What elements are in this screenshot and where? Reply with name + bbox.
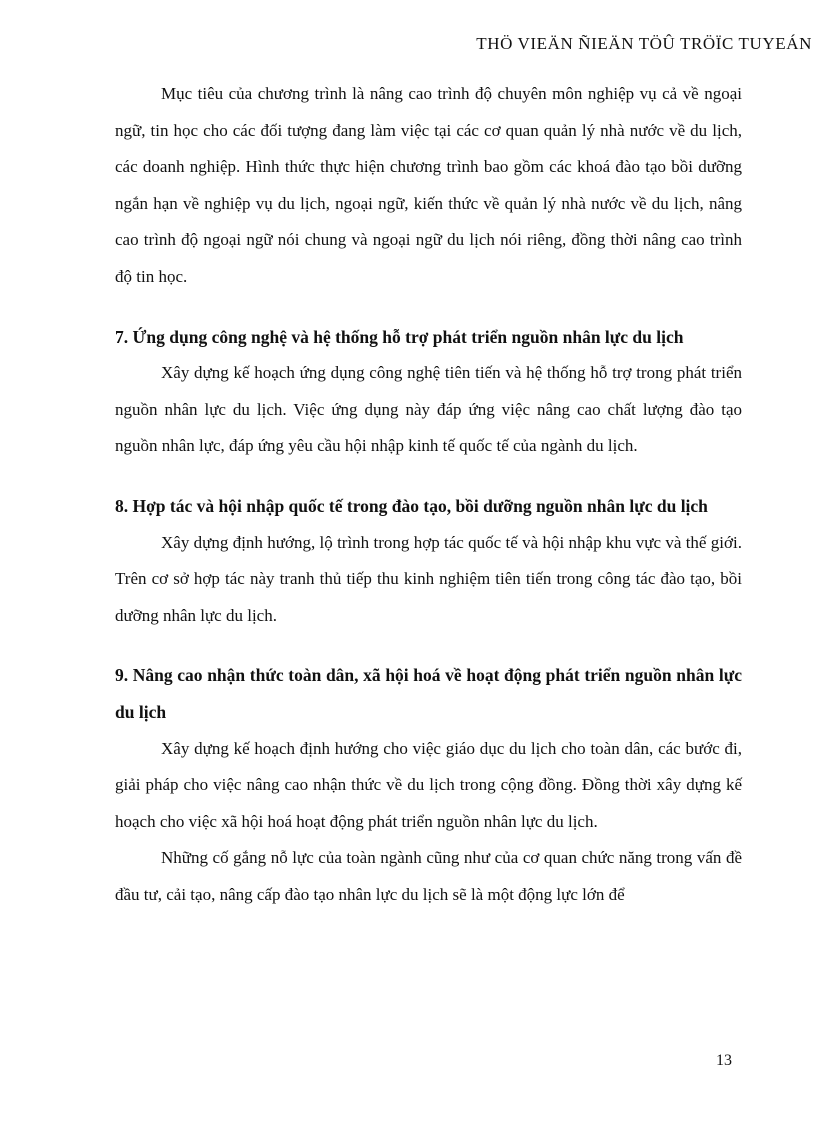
section-9-paragraph-1: Xây dựng kế hoạch định hướng cho việc giáo dục du lịch cho toàn dân, các bước đi, giải pháp cho việc nâng cao nhận thức về du lịch trong cộng đồng. Đồng thời xây dựng kế hoạch cho việc xã hội hoá hoạt động phát triển nguồn nhân lực du lịch. [115,738,742,831]
section-spacer [115,634,742,657]
section-9-heading: 9. Nâng cao nhận thức toàn dân, xã hội hoá về hoạt động phát triển nguồn nhân lực du lịch [115,665,742,722]
section-spacer [115,465,742,488]
section-9-paragraph-2: Những cố gắng nỗ lực của toàn ngành cũng như của cơ quan chức năng trong vấn đề đầu tư, cải tạo, nâng cấp đào tạo nhân lực du lịch sẽ là một động lực lớn để [115,848,742,904]
section-8-heading: 8. Hợp tác và hội nhập quốc tế trong đào tạo, bồi dưỡng nguồn nhân lực du lịch [115,495,708,516]
section-8-paragraph: Xây dựng định hướng, lộ trình trong hợp tác quốc tế và hội nhập khu vực và thế giới. Trên cơ sở hợp tác này tranh thủ tiếp thu kinh nghiệm tiên tiến trong công tác đào tạo, bồi dưỡng nhân lực du lịch. [115,532,742,625]
section-9 [115,657,742,913]
page-number: 13 [716,1052,732,1069]
section-spacer [115,296,742,319]
document-body [115,76,742,913]
section-8 [115,488,742,634]
page-header: THÖ VIEÄN ÑIEÄN TÖÛ TRÖÏC TUYEÁN [476,34,812,53]
section-7-heading: 7. Ứng dụng công nghệ và hệ thống hỗ trợ phát triển nguồn nhân lực du lịch [115,326,684,347]
section-7 [115,319,742,465]
section-7-paragraph: Xây dựng kế hoạch ứng dụng công nghệ tiên tiến và hệ thống hỗ trợ trong phát triển nguồn nhân lực du lịch. Việc ứng dụng này đáp ứng việc nâng cao chất lượng đào tạo nguồn nhân lực, đáp ứng yêu cầu hội nhập kinh tế quốc tế của ngành du lịch. [115,363,742,456]
intro-paragraph: Mục tiêu của chương trình là nâng cao trình độ chuyên môn nghiệp vụ cả về ngoại ngữ, tin học cho các đối tượng đang làm việc tại các cơ quan quản lý nhà nước về du lịch, các doanh nghiệp. Hình thức thực hiện chương trình bao gồm các khoá đào tạo bồi dưỡng ngắn hạn về nghiệp vụ du lịch, ngoại ngữ, kiến thức về quản lý nhà nước về du lịch, nâng cao trình độ ngoại ngữ nói chung và ngoại ngữ du lịch nói riêng, đồng thời nâng cao trình độ tin học. [115,84,742,286]
